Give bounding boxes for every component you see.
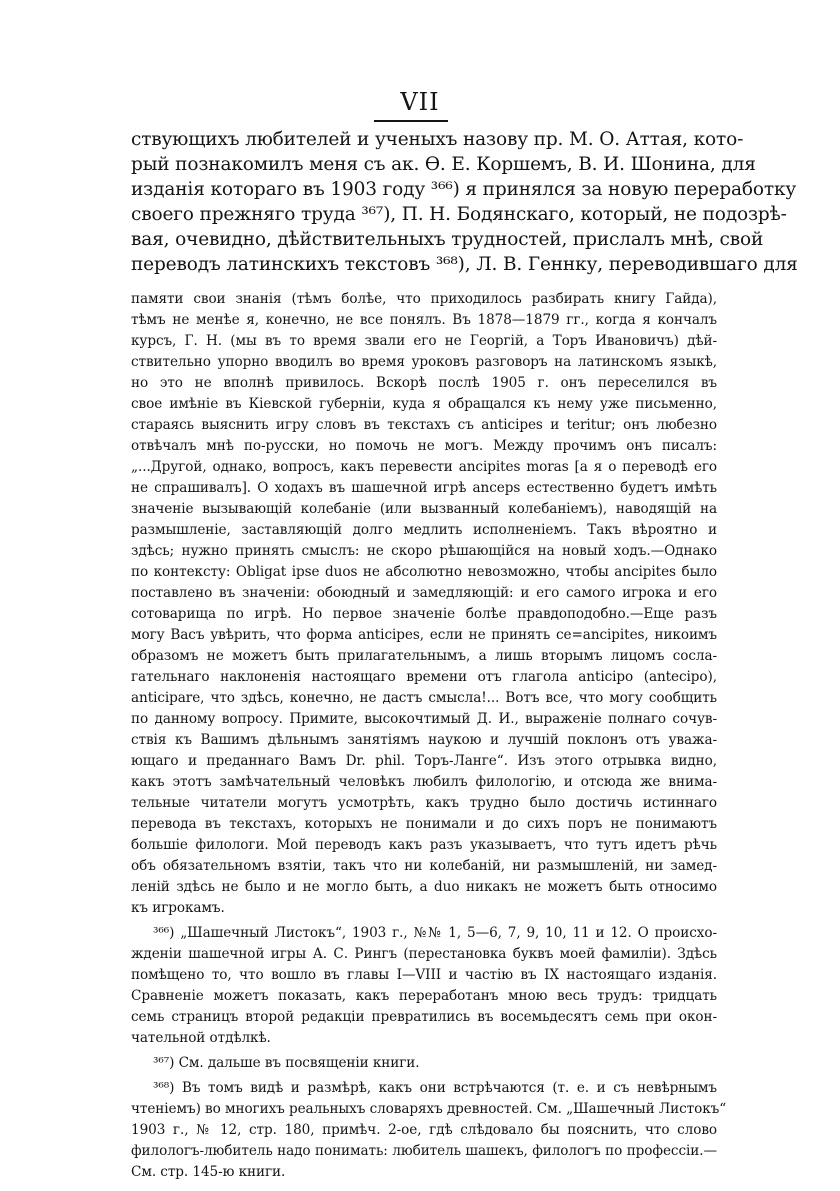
footnote-line: филологъ-любитель надо понимать: любитель шашекъ, филологъ по профессіи.— <box>131 1143 717 1159</box>
footnote-line: но это не вполнѣ привилось. Вскорѣ послѣ 1905 г. онъ переселился въ <box>131 375 717 391</box>
main-text-line: переводъ латинскихъ текстовъ ³⁶⁸), Л. В. Геннку, переводившаго для <box>131 254 798 275</box>
footnote-line: ствія къ Вашимъ дѣльнымъ занятіямъ наукою и лучшій поклонъ отъ уважа- <box>131 732 717 748</box>
footnote-line: тельные читатели могутъ усмотрѣть, какъ трудно было достичь истиннаго <box>131 795 717 811</box>
footnote-line: большіе филологи. Мой переводъ какъ разъ указываетъ, что тутъ идетъ рѣчь <box>131 837 717 853</box>
footnote-line: См. стр. 145-ю книги. <box>131 1164 286 1180</box>
footnote-line: къ игрокамъ. <box>131 900 225 916</box>
footnote-line: ³⁶⁷) См. дальше въ посвященіи книги. <box>153 1055 420 1071</box>
footnote-continuation <box>131 289 717 919</box>
footnote-line: ющаго и преданнаго Вамъ Dr. phil. Торъ-Ланге“. Изъ этого отрывка видно, <box>131 753 717 769</box>
footnote-line: по контексту: Obligat ipse duos не абсолютно невозможно, чтобы ancipites было <box>131 564 717 580</box>
page-number: VII <box>400 88 440 116</box>
footnote-line: ³⁶⁸) Въ томъ видѣ и размѣрѣ, какъ они встрѣчаются (т. е. и съ невѣрнымъ <box>153 1080 717 1096</box>
footnote-line: „...Другой, однако, вопросъ, какъ перевести ancipites moras [а я о переводѣ его <box>131 459 717 475</box>
footnote-line: помѣщено то, что вошло въ главы I—VIII и частію въ IX настоящаго изданія. <box>131 967 717 983</box>
footnote-line: ствительно упорно вводилъ во время уроковъ разговоръ на латинскомъ языкѣ, <box>131 354 717 370</box>
footnote-line: курсъ, Г. Н. (мы въ то время звали его не Георгій, а Торъ Ивановичъ) дѣй- <box>131 333 717 349</box>
footnote-line: стараясь выяснить игру словъ въ текстахъ съ anticipes и teritur; онъ любезно <box>131 417 717 433</box>
footnote-line: сотоварища по игрѣ. Но первое значеніе болѣе правдоподобно.—Еще разъ <box>131 606 717 622</box>
footnote-line: чтеніемъ) во многихъ реальныхъ словаряхъ древностей. См. „Шашечный Листокъ“ <box>131 1101 727 1117</box>
footnote-line: свое имѣніе въ Кіевской губерніи, куда я обращался къ нему уже письменно, <box>131 396 717 412</box>
footnote-line: образомъ не можетъ быть прилагательнымъ, а лишь вторымъ лицомъ сосла- <box>131 648 717 664</box>
footnote-line: какъ этотъ замѣчательный человѣкъ любилъ филологію, и отсюда же внима- <box>131 774 717 790</box>
footnote-line: по данному вопросу. Примите, высокочтимый Д. И., выраженіе полнаго сочув- <box>131 711 717 727</box>
footnote-366 <box>131 923 717 1049</box>
main-text-line: вая, очевидно, дѣйствительныхъ трудностей, прислалъ мнѣ, свой <box>131 229 764 250</box>
footnote-line: Сравненіе можетъ показать, какъ переработанъ мною весь трудъ: тридцать <box>131 988 717 1004</box>
footnote-line: перевода въ текстахъ, которыхъ не понимали и до сихъ поръ не понимаютъ <box>131 816 717 832</box>
footnote-line: отвѣчалъ мнѣ по-русски, но помочь не могъ. Между прочимъ онъ писалъ: <box>131 438 717 454</box>
footnote-line: гательнаго наклоненія настоящаго времени отъ глагола anticipo (antecipo), <box>131 669 717 685</box>
footnote-line: 1903 г., № 12, стр. 180, примѣч. 2-ое, гдѣ слѣдовало бы пояснить, что слово <box>131 1122 717 1138</box>
footnote-367 <box>131 1053 717 1074</box>
footnote-line: семь страницъ второй редакціи превратились въ восемьдесятъ семь при окон- <box>131 1009 717 1025</box>
footnote-line: ³⁶⁶) „Шашечный Листокъ“, 1903 г., №№ 1, 5—6, 7, 9, 10, 11 и 12. О происхо- <box>153 925 717 941</box>
footnotes <box>131 289 727 1183</box>
header-rule <box>374 120 448 122</box>
footnote-line: жденіи шашечной игры А. С. Рингъ (перестановка буквъ моей фамиліи). Здѣсь <box>131 946 717 962</box>
footnote-line: тѣмъ не менѣе я, конечно, не все понялъ. Въ 1878—1879 гг., когда я кончалъ <box>131 312 717 328</box>
main-text-line: ствующихъ любителей и ученыхъ назову пр. М. О. Аттая, кото- <box>131 129 744 150</box>
main-text-line: своего прежняго труда ³⁶⁷), П. Н. Бодянскаго, который, не подозрѣ- <box>131 204 787 225</box>
footnote-line: чательной отдѣлкѣ. <box>131 1030 271 1046</box>
footnote-line: здѣсь; нужно принять смыслъ: не скоро рѣшающійся на новый ходъ.—Однако <box>131 543 717 559</box>
footnote-line: могу Васъ увѣрить, что форма anticipes, если не принять ce=ancipites, никоимъ <box>131 627 717 643</box>
footnote-line: размышленіе, заставляющій долго медлить исполненіемъ. Такъ вѣроятно и <box>131 522 717 538</box>
footnote-368 <box>131 1078 727 1183</box>
footnote-line: леній здѣсь не было и не могло быть, а duo никакъ не можетъ быть относимо <box>131 879 717 895</box>
footnote-line: памяти свои знанія (тѣмъ болѣе, что приходилось разбирать книгу Гайда), <box>131 291 717 307</box>
main-text-line: рый познакомилъ меня съ ак. Ѳ. Е. Коршемъ, В. И. Шонина, для <box>131 154 756 175</box>
footnote-line: поставлено въ значеніи: обоюдный и замедляющій: и его самого игрока и его <box>131 585 717 601</box>
footnote-line: объ обязательномъ взятіи, такъ что ни колебаній, ни размышленій, ни замед- <box>131 858 717 874</box>
main-text-line: изданія котораго въ 1903 году ³⁶⁶) я принялся за новую переработку <box>131 179 797 200</box>
footnote-line: anticipare, что здѣсь, конечно, не дастъ смысла!... Вотъ все, что могу сообщить <box>131 690 717 706</box>
main-text <box>131 127 798 277</box>
footnote-line: не спрашивалъ]. О ходахъ въ шашечной игрѣ anceps естественно будетъ имѣть <box>131 480 717 496</box>
footnote-line: значеніе вызывающій колебаніе (или вызванный колебаніемъ), наводящій на <box>131 501 717 517</box>
